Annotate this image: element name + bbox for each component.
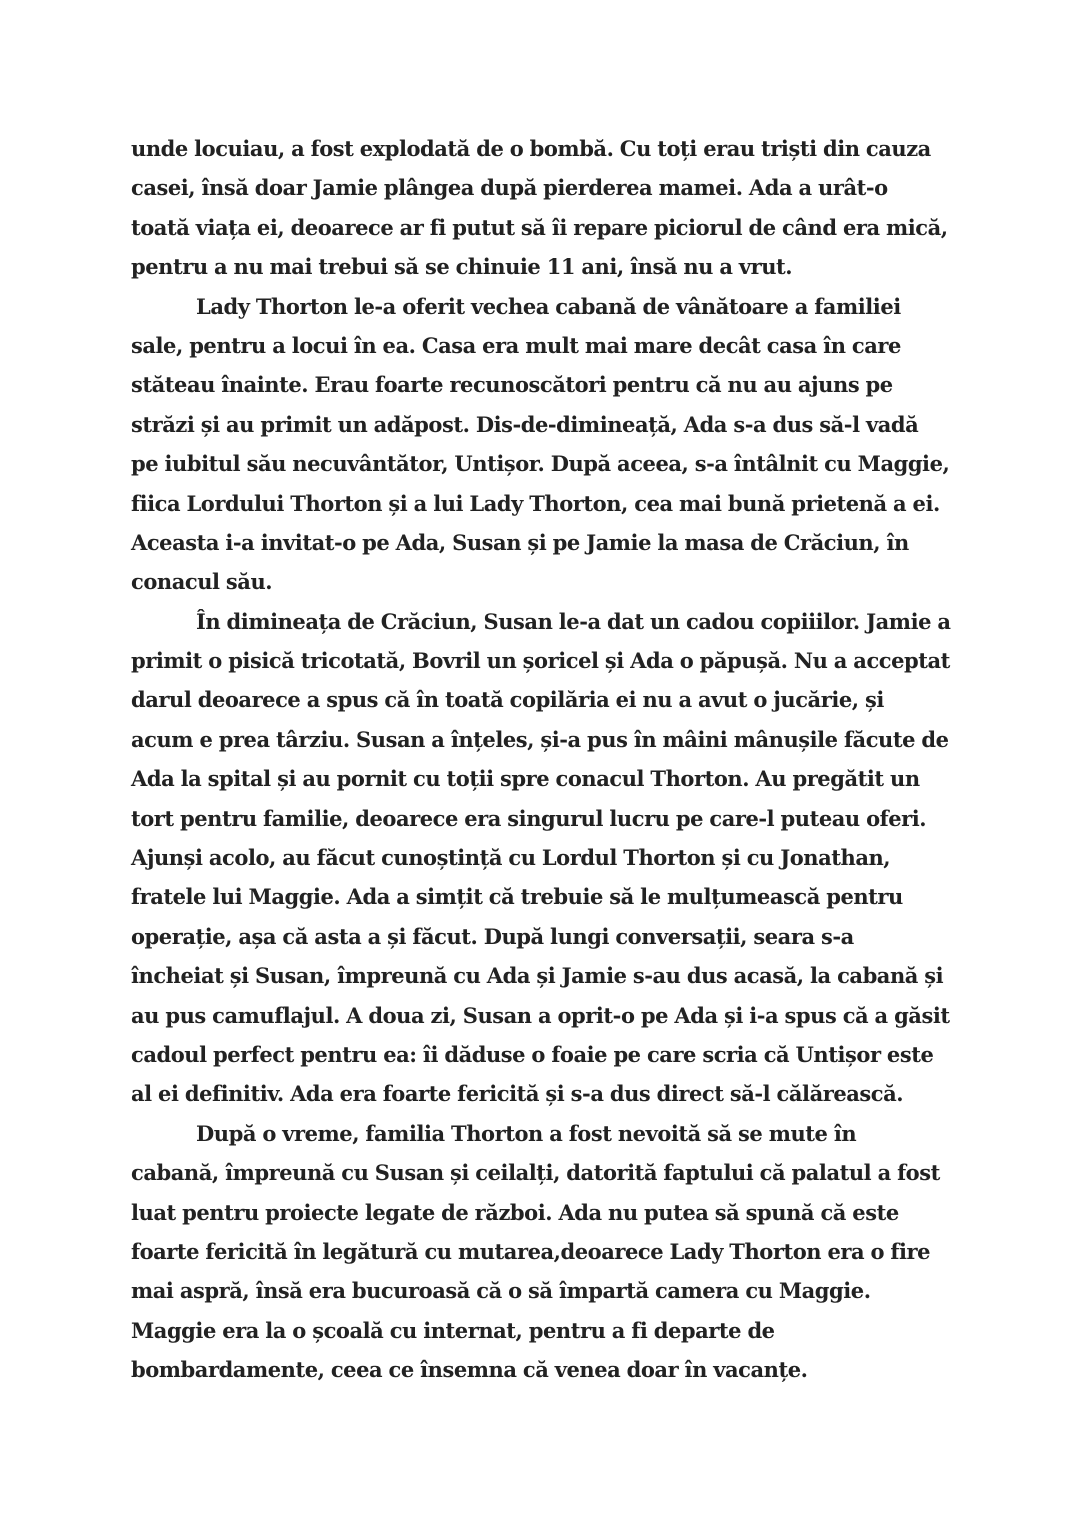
- text-line: pentru a nu mai trebui să se chinuie 11 ani, însă nu a vrut.: [131, 254, 793, 280]
- document-body: [131, 129, 961, 1390]
- text-line: cadoul perfect pentru ea: îi dăduse o foaie pe care scria că Untișor este: [131, 1041, 934, 1067]
- paragraph-4: [131, 1114, 961, 1390]
- text-line: mai aspră, însă era bucuroasă că o să împartă camera cu Maggie.: [131, 1278, 871, 1304]
- text-line: foarte fericită în legătură cu mutarea,deoarece Lady Thorton era o fire: [131, 1238, 931, 1264]
- text-line: fratele lui Maggie. Ada a simțit că trebuie să le mulțumească pentru: [131, 884, 903, 910]
- text-line: au pus camuflajul. A doua zi, Susan a oprit-o pe Ada și i-a spus că a găsit: [131, 1002, 950, 1028]
- paragraph-3: [131, 602, 961, 1114]
- text-line: unde locuiau, a fost explodată de o bombă. Cu toți erau triști din cauza: [131, 136, 931, 161]
- text-line: bombardamente, ceea ce însemna că venea doar în vacanțe.: [131, 1357, 808, 1383]
- text-line: primit o pisică tricotată, Bovril un șoricel și Ada o păpușă. Nu a acceptat: [131, 648, 950, 674]
- text-line: încheiat și Susan, împreună cu Ada și Jamie s-au dus acasă, la cabană și: [131, 963, 944, 989]
- text-line: stăteau înainte. Erau foarte recunoscători pentru că nu au ajuns pe: [131, 372, 893, 398]
- text-line: Ada la spital și au pornit cu toții spre conacul Thorton. Au pregătit un: [131, 766, 920, 792]
- text-line: pe iubitul său necuvântător, Untișor. După aceea, s-a întâlnit cu Maggie,: [131, 451, 950, 477]
- text-line: Lady Thorton le-a oferit vechea cabană de vânătoare a familiei: [196, 293, 901, 319]
- text-line: străzi și au primit un adăpost. Dis-de-dimineață, Ada s-a dus să-l vadă: [131, 411, 919, 437]
- text-line: Aceasta i-a invitat-o pe Ada, Susan și pe Jamie la masa de Crăciun, în: [131, 529, 909, 555]
- text-line: fiica Lordului Thorton și a lui Lady Thorton, cea mai bună prietenă a ei.: [131, 490, 940, 516]
- text-line: sale, pentru a locui în ea. Casa era mult mai mare decât casa în care: [131, 332, 901, 358]
- paragraph-2: [131, 287, 961, 602]
- text-line: În dimineața de Crăciun, Susan le-a dat un cadou copiiilor. Jamie a: [196, 608, 951, 634]
- text-line: Ajunși acolo, au făcut cunoștință cu Lordul Thorton și cu Jonathan,: [131, 845, 891, 871]
- text-line: cabană, împreună cu Susan și ceilalți, datorită faptului că palatul a fost: [131, 1160, 940, 1186]
- text-line: al ei definitiv. Ada era foarte fericită și s-a dus direct să-l călărească.: [131, 1081, 904, 1107]
- text-line: Maggie era la o școală cu internat, pentru a fi departe de: [131, 1317, 775, 1343]
- text-line: După o vreme, familia Thorton a fost nevoită să se mute în: [196, 1120, 857, 1146]
- text-line: darul deoarece a spus că în toată copilăria ei nu a avut o jucărie, și: [131, 687, 884, 713]
- text-line: casei, însă doar Jamie plângea după pierderea mamei. Ada a urât-o: [131, 175, 888, 201]
- text-line: luat pentru proiecte legate de război. Ada nu putea să spună că este: [131, 1199, 899, 1225]
- text-line: toată viața ei, deoarece ar fi putut să îi repare piciorul de când era mică,: [131, 214, 948, 240]
- text-line: acum e prea târziu. Susan a înțeles, și-a pus în mâini mânușile făcute de: [131, 726, 949, 752]
- paragraph-1: [131, 129, 961, 287]
- text-line: operație, așa că asta a și făcut. După lungi conversații, seara s-a: [131, 923, 854, 949]
- text-line: conacul său.: [131, 569, 273, 595]
- text-line: tort pentru familie, deoarece era singurul lucru pe care-l puteau oferi.: [131, 805, 927, 831]
